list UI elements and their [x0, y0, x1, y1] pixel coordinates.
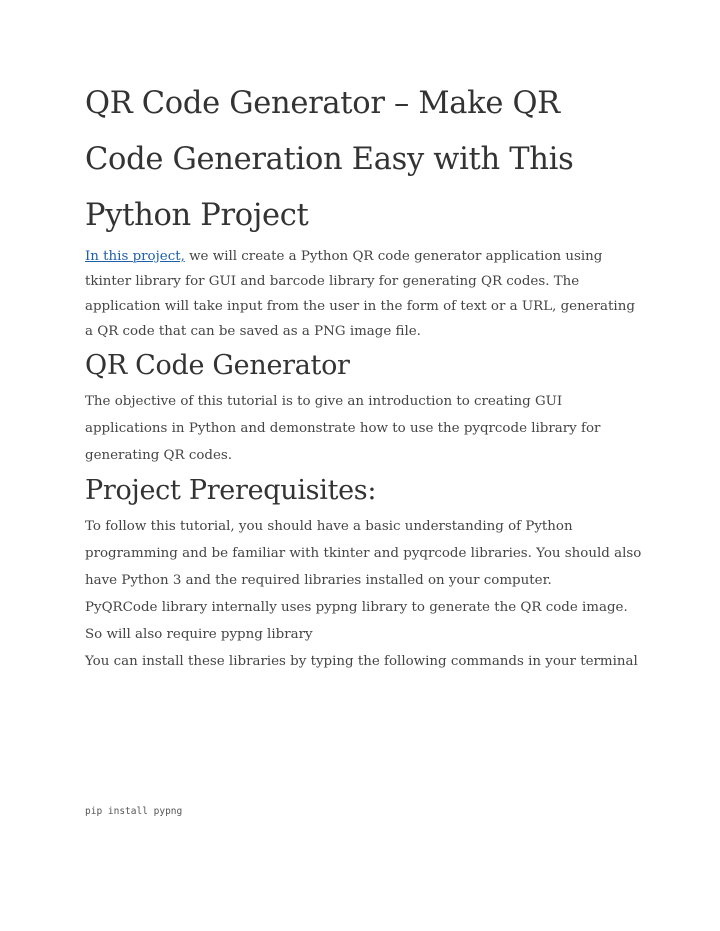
intro-link[interactable]: In this project, — [85, 249, 185, 264]
code-snippet: pip install pypng — [85, 806, 183, 817]
page-title: QR Code Generator – Make QR Code Generation Easy with This Python Project — [85, 86, 574, 233]
section-heading-prerequisites: Project Prerequisites: — [85, 475, 377, 506]
article-body — [85, 76, 645, 675]
objective-paragraph: The objective of this tutorial is to give an introduction to creating GUI applications in Python and demonstrate how to use the pyqrcode library for generating QR codes. — [85, 394, 601, 463]
pypng-paragraph: PyQRCode library internally uses pypng library to generate the QR code image. So will also require pypng library — [85, 600, 628, 642]
intro-text: we will create a Python QR code generator application using tkinter library for GUI and barcode library for generating QR codes. The application will take input from the user in the form of text or a URL, generating a QR code that can be saved as a PNG image file. — [85, 249, 635, 339]
install-instructions-paragraph: You can install these libraries by typing the following commands in your terminal — [85, 654, 638, 669]
intro-paragraph — [85, 244, 645, 344]
prerequisites-paragraph: To follow this tutorial, you should have a basic understanding of Python programming and be familiar with tkinter and pyqrcode libraries. You should also have Python 3 and the required libraries installed on your computer. — [85, 519, 642, 588]
section-heading-qr-code-generator: QR Code Generator — [85, 350, 350, 381]
